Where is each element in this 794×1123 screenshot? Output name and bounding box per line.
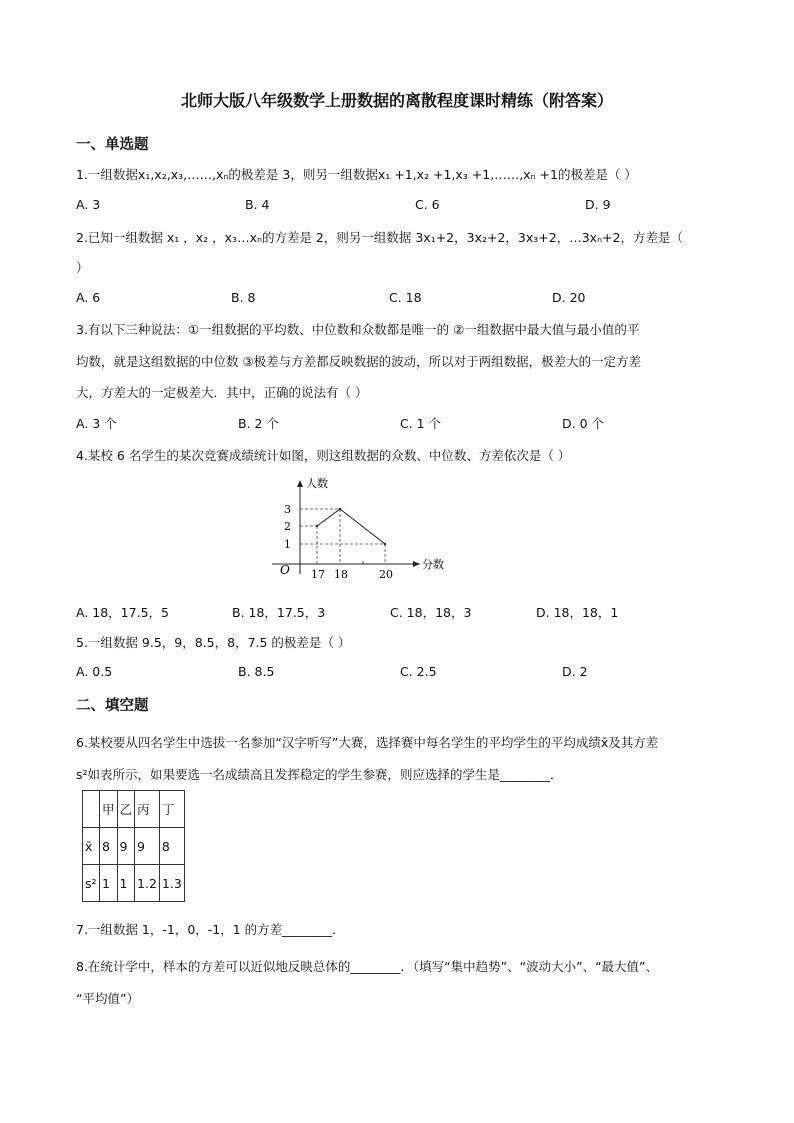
q5-option-c: C. 2.5 [400, 664, 437, 679]
table-row [83, 865, 185, 902]
question-3-line-2: 均数，就是这组数据的中位数 ③极差与方差都反映数据的波动，所以对于两组数据，极差大的一定方差 [76, 354, 642, 369]
score-table [82, 790, 185, 902]
section-heading-fill: 二、填空题 [76, 698, 149, 714]
y-tick-label: 1 [284, 538, 291, 551]
x-axis-label: 分数 [422, 558, 444, 571]
q4-option-c: C. 18，18，3 [390, 605, 472, 620]
table-cell: 丁 [159, 791, 184, 828]
data-point [316, 525, 318, 527]
table-cell: 9 [135, 828, 160, 865]
q1-option-b: B. 4 [245, 197, 270, 212]
table-cell: 1.2 [135, 865, 160, 902]
question-1: 1.一组数据x₁,x₂,x₃,……,xₙ的极差是 3，则另一组数据x₁ +1,x₂ +1,x₃ +1,……,xₙ +1的极差是（ ） [76, 167, 637, 182]
question-8-line-1: 8.在统计学中，样本的方差可以近似地反映总体的________．（填写“集中趋势”、“波动大小”、“最大值”、 [76, 959, 659, 974]
q2-option-a: A. 6 [76, 290, 101, 305]
y-tick-label: 3 [284, 503, 291, 516]
table-cell: 甲 [100, 791, 118, 828]
table-cell [83, 791, 100, 828]
table-cell: 9 [117, 828, 135, 865]
q1-option-c: C. 6 [415, 197, 440, 212]
origin-label: O [280, 563, 290, 577]
q1-option-a: A. 3 [76, 197, 101, 212]
x-tick-label: 18 [334, 568, 348, 581]
x-axis-arrow [413, 561, 420, 567]
question-6-line-1: 6.某校要从四名学生中选拔一名参加“汉字听写”大赛，选择赛中每名学生的平均学生的平均成绩x̄及其方差 [76, 735, 659, 750]
page-title: 北师大版八年级数学上册数据的离散程度课时精练（附答案） [180, 91, 613, 110]
question-2-line-1: 2.已知一组数据 x₁ ，x₂ ，x₃…xₙ的方差是 2，则另一组数据 3x₁+2，3x₂+2，3x₃+2，…3xₙ+2，方差是（ [76, 230, 683, 245]
question-6-line-2: s²如表所示，如果要选一名成绩高且发挥稳定的学生参赛，则应选择的学生是________． [76, 767, 563, 782]
q4-option-a: A. 18，17.5，5 [76, 605, 169, 620]
question-2-line-2: ） [76, 260, 89, 275]
question-8-line-2: “平均值”） [76, 991, 139, 1006]
x-tick-label: 17 [311, 568, 325, 581]
q3-option-b: B. 2 个 [238, 416, 279, 431]
data-point [384, 543, 386, 545]
y-tick-label: 2 [284, 520, 291, 533]
q2-option-b: B. 8 [231, 290, 256, 305]
table-cell: 丙 [135, 791, 160, 828]
table-cell: 8 [100, 828, 118, 865]
question-3-line-3: 大，方差大的一定极差大．其中，正确的说法有（ ） [76, 385, 368, 400]
q4-option-b: B. 18，17.5，3 [232, 605, 326, 620]
question-3-line-1: 3.有以下三种说法：①一组数据的平均数、中位数和众数都是唯一的 ②一组数据中最大值与最小值的平 [76, 322, 640, 337]
table-row [83, 828, 185, 865]
q2-option-d: D. 20 [552, 290, 586, 305]
question-4: 4.某校 6 名学生的某次竞赛成绩统计如图，则这组数据的众数、中位数、方差依次是（ ） [76, 448, 571, 463]
q4-option-d: D. 18，18，1 [536, 605, 619, 620]
table-cell: 1 [100, 865, 118, 902]
table-cell: 1.3 [159, 865, 184, 902]
y-axis-arrow [297, 480, 303, 487]
table-cell: 8 [159, 828, 184, 865]
table-cell: 1 [117, 865, 135, 902]
q3-option-a: A. 3 个 [76, 416, 117, 431]
x-tick-label: 20 [379, 568, 393, 581]
q5-option-a: A. 0.5 [76, 664, 113, 679]
q2-option-c: C. 18 [389, 290, 422, 305]
q1-option-d: D. 9 [585, 197, 611, 212]
y-axis-label: 人数 [306, 477, 328, 490]
table-header-row [83, 791, 185, 828]
series-line [317, 509, 385, 544]
table-cell: s² [83, 865, 100, 902]
q5-option-d: D. 2 [562, 664, 588, 679]
q3-option-c: C. 1 个 [400, 416, 442, 431]
question-5: 5.一组数据 9.5，9，8.5，8，7.5 的极差是（ ） [76, 635, 351, 650]
table-cell: 乙 [117, 791, 135, 828]
question-7: 7.一组数据 1，-1，0，-1，1 的方差________． [76, 922, 345, 937]
line-chart [260, 474, 460, 584]
section-heading-choice: 一、单选题 [76, 137, 149, 153]
data-point [339, 508, 341, 510]
q5-option-b: B. 8.5 [238, 664, 275, 679]
table-cell: x̄ [83, 828, 100, 865]
q3-option-d: D. 0 个 [562, 416, 604, 431]
